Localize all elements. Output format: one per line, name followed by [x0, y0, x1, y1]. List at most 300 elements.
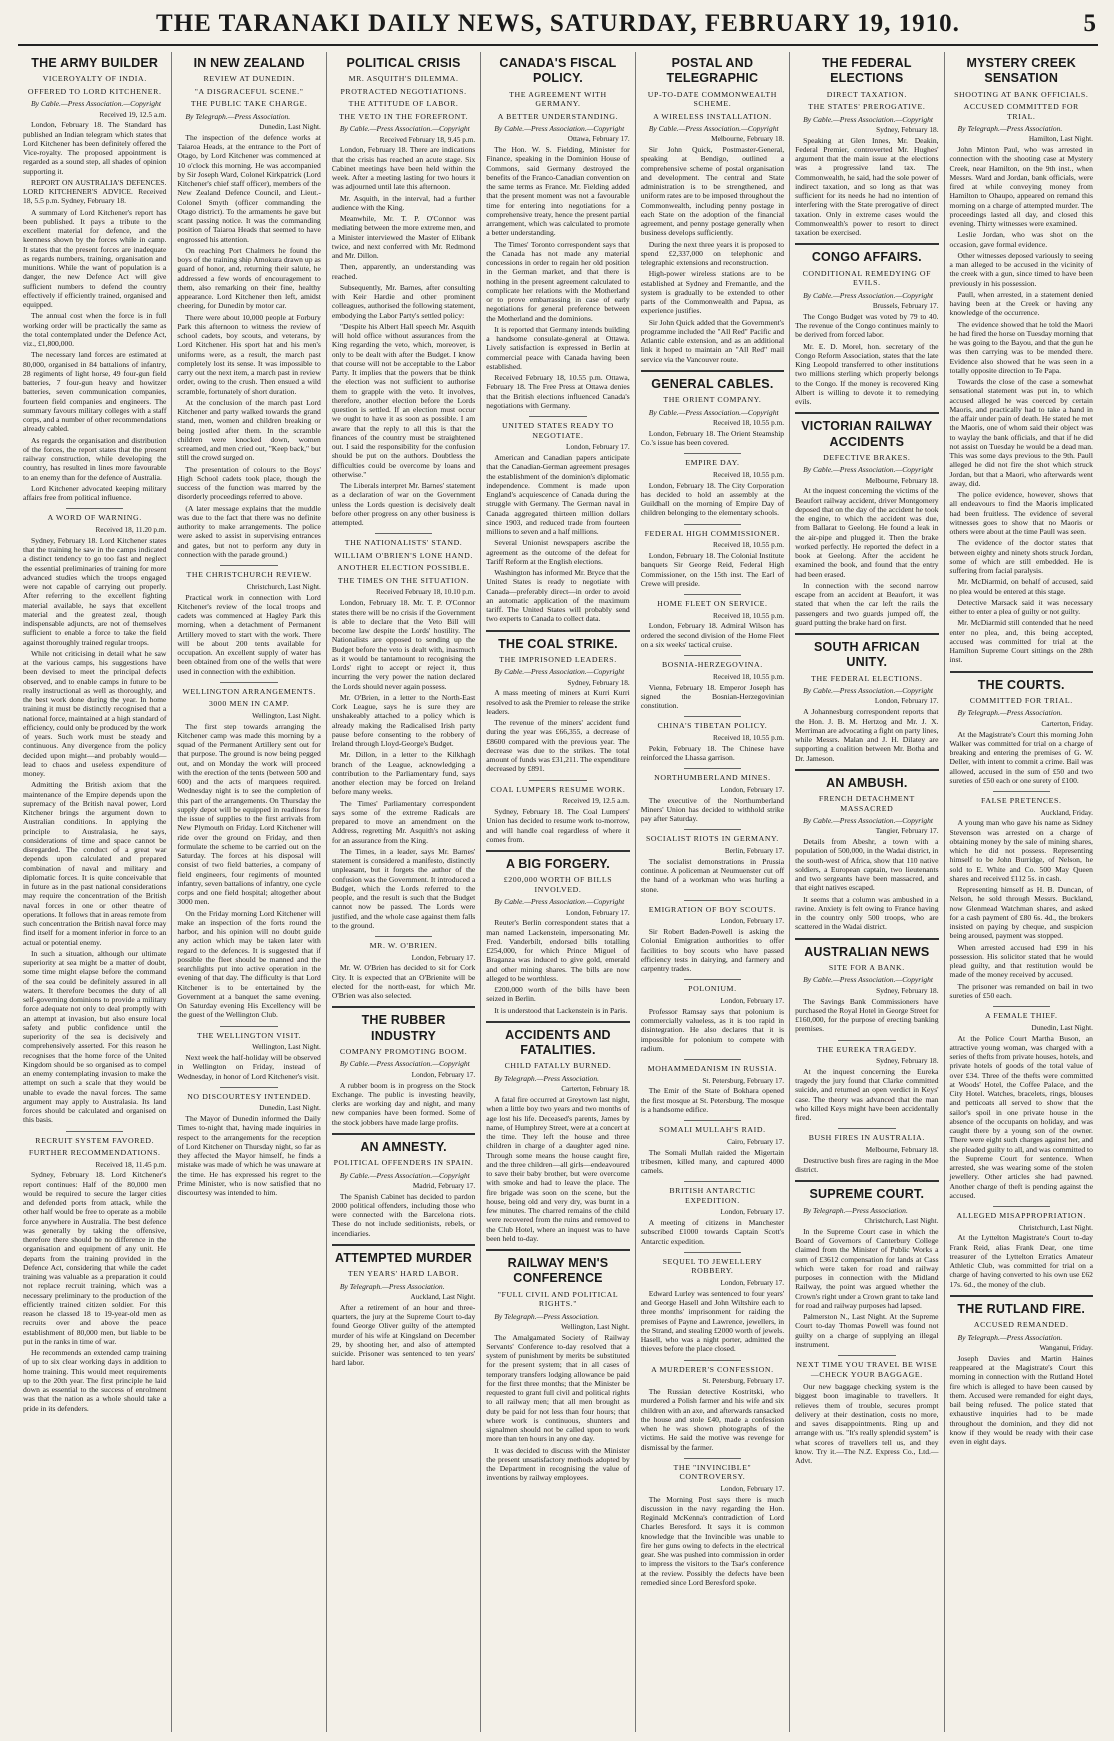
- paragraph: Meanwhile, Mr. T. P. O'Connor was mediating between the more extreme men, and a Minister interviewed the Master of Elibank twice, and next conferred with Mr. Redmond and Mr. Dillon.: [331, 214, 476, 261]
- divider: [993, 791, 1050, 792]
- paragraph: The Emir of the State of Bokhara opened the first mosque at St. Petersburg. The mosque is a handsome edifice.: [640, 1086, 785, 1114]
- article: [795, 640, 938, 763]
- paragraph: Details from Abeshr, a town with a population of 500,000, in the Wadai district, in the south-west of Africa, show that 110 native soldiers, a European captain, two lieutenants and two sergeants have been massacred, and that eight natives escaped.: [795, 837, 939, 893]
- byline: By Cable.—Press Association.—Copyright: [803, 816, 934, 826]
- subheadline: NEXT TIME YOU TRAVEL BE WISE—CHECK YOUR BAGGAGE.: [796, 1360, 938, 1379]
- subheadline: MOHAMMEDANISM IN RUSSIA.: [647, 1064, 778, 1074]
- paragraph: Other witnesses deposed variously to seeing a man alleged to be accused in the vicinity of the creek with a gun, since timed to have been previously in his possession.: [949, 250, 1093, 288]
- article: [332, 1013, 475, 1126]
- subheadline: THE EUREKA TRAGEDY.: [816, 1044, 917, 1054]
- headline: RAILWAY MEN'S CONFERENCE: [507, 1256, 609, 1286]
- headline: AN AMNESTY.: [360, 1139, 447, 1154]
- paragraph: A meeting of citizens in Manchester subscribed £1000 towards Captain Scott's Antarctic expedition.: [640, 1218, 785, 1246]
- subheadline: A WORD OF WARNING.: [47, 513, 142, 523]
- dateline: Christchurch, Last Night.: [246, 581, 321, 591]
- subheadline: BUSH FIRES IN AUSTRALIA.: [808, 1133, 925, 1143]
- dateline: Wellington, Last Night.: [252, 710, 321, 720]
- subheadline: COAL LUMPERS RESUME WORK.: [490, 784, 626, 794]
- headline: THE RUBBER INDUSTRY: [361, 1013, 446, 1043]
- subheadline: COMPANY PROMOTING BOOM.: [339, 1046, 468, 1056]
- paragraph: A young man who gave his name as Sidney Stevenson was arrested on a charge of obtaining money by the sale of mining shares, which he did not possess. Representing himself to be John Burridge, of Nelson, he sold to E. White and Co. 500 May Queen shares and received £112 5s. in cash.: [949, 818, 1093, 883]
- article: [950, 678, 1093, 785]
- paragraph: Mr. McDiarmid, on behalf of accused, said no plea would be entered at this stage.: [949, 577, 1093, 596]
- divider: [795, 1180, 938, 1182]
- paragraph: In the Supreme Court case in which the Board of Governors of Canterbury College claimed from the Minister of Public Works a sum of £3612 compensation for lands at Cass which were taken for road and railway purposes in connection with the Midland Railway, the point was argued whether the Crown's right under a Crown grant to take land for road and railway purposes had lapsed.: [795, 1226, 939, 1310]
- paragraph: The Mayor of Dunedin informed the Daily Times to-night that, having made inquiries in respect to the arrangements for the reception of Lord Kitchener on Thursday night, so far as they affected the Mayor himself, he finds a mistake was made of which he was unaware at the time. He has expressed his regret to the Prime Minister, who is now satisfied that no discourtesy was intended to him.: [177, 1114, 321, 1198]
- subheadline: 3000 MEN IN CAMP.: [208, 699, 290, 709]
- dateline: London, February 17.: [720, 1483, 785, 1493]
- newspaper-title: THE TARANAKI DAILY NEWS, SATURDAY, FEBRUARY 19, 1910.: [156, 10, 960, 37]
- article: [641, 458, 784, 517]
- article: [177, 56, 320, 559]
- divider: [838, 1355, 895, 1356]
- paragraph: Sir John Quick added that the Government's programme included the "All Red" Pacific and Atlantic cable extension, and as an additional link it hoped to maintain an "All Red" mail service via the Vancouver route.: [640, 317, 785, 364]
- subheadline: FEDERAL HIGH COMMISSIONER.: [644, 528, 781, 538]
- subheadline: WILLIAM O'BRIEN'S LONE HAND.: [334, 550, 473, 560]
- divider: [795, 769, 938, 771]
- dateline: Melbourne, February 18.: [711, 134, 785, 144]
- byline: By Cable.—Press Association.—Copyright: [339, 1059, 470, 1069]
- subheadline: TEN YEARS' HARD LABOR.: [347, 1269, 460, 1279]
- headline: AN AMBUSH.: [826, 775, 908, 790]
- article: [641, 984, 784, 1053]
- subheadline: £200,000 WORTH OF BILLS INVOLVED.: [503, 875, 613, 894]
- dateline: Received 19, 12.5 a.m.: [562, 796, 630, 806]
- paragraph: London, February 18. The Orient Steamship Co.'s issue has been covered.: [640, 428, 785, 448]
- dateline: Ottawa, February 17.: [567, 134, 630, 144]
- paragraph: Mr. Asquith, in the interval, had a further audience with the King.: [331, 193, 476, 212]
- divider: [993, 1006, 1050, 1007]
- paragraph: After a retirement of an hour and three-quarters, the jury at the Supreme Court to-day found George Oliver guilty of the attempted murder of his wife at Kingsland on December 29, by shooting her, and also of attempted suicide. Prisoner was sentenced to ten years' hard labor.: [331, 1302, 476, 1368]
- dateline: Cairo, February 17.: [726, 1136, 785, 1146]
- paragraph: High-power wireless stations are to be established at Sydney and Fremantle, and the system is gradually to be extended to other parts of the Commonwealth and Papua, as experience justifies.: [640, 269, 785, 316]
- article: [641, 1365, 784, 1452]
- divider: [529, 416, 586, 417]
- paragraph: It is understood that Lackenstein is in Paris.: [494, 1005, 628, 1015]
- subheadline: RECRUIT SYSTEM FAVORED.: [35, 1135, 155, 1145]
- divider: [795, 412, 938, 414]
- paragraph: A rubber boom is in progress on the Stock Exchange. The public is investing heavily, clerks are working day and night, and many new companies have been formed. Some of the stock jobbers have made large profits.: [331, 1080, 476, 1127]
- paragraph: Mr. E. D. Morel, hon. secretary of the Congo Reform Association, states that the late King Leopold transferred to other institutions two millions sterling which properly belongs to the Congo. If the money is recovered King Albert is willing to devote it to remedying evils.: [795, 341, 939, 407]
- paragraph: At the Lyttelton Magistrate's Court to-day Frank Reid, alias Frank Dear, one time treasurer of the Lyttelton Erratics Amateur Athletic Club, was committed for trial on a charge of having converted to his own use £62 17s. 6d., the money of the club.: [949, 1233, 1093, 1289]
- article: [641, 529, 784, 588]
- article: [23, 1136, 166, 1413]
- dateline: Christchurch, Last Night.: [1018, 1222, 1093, 1232]
- dateline: Auckland, Friday.: [1040, 807, 1093, 817]
- article: [641, 599, 784, 649]
- paragraph: It is reported that Germany intends building a handsome consulate-general at Ottawa. Lively satisfaction is expressed in Berlin at commercial peace with Canada having been established.: [486, 324, 630, 371]
- dateline: St. Petersburg, February 17.: [702, 1075, 785, 1085]
- paragraph: As regards the organisation and distribution of the forces, the report states that the present railway construction, while developing the country, has resulted in lines more favourable to an enemy than for the defence of Australia.: [23, 435, 167, 482]
- divider: [220, 1087, 277, 1088]
- paragraph: The annual cost when the force is in full working order will be practically the same as the total contemplated under the Defence Act, viz., £1,800,000.: [23, 311, 167, 349]
- dateline: Christchurch, Last Night.: [864, 1215, 939, 1225]
- paragraph: Sir Robert Baden-Powell is asking the Colonial Emigration authorities to offer facilities to boy scouts who have passed efficiency tests in dairying, and farmery and carpentry trades.: [640, 927, 785, 974]
- paragraph: American and Canadian papers anticipate that the Canadian-German agreement presages the establishment of the dominion's diplomatic independence. Comment is made upon England's acquiescence of Canada during the struggle with Germany. The German naval in Canada aggregated thirteen million dollars since 1903, and reduced trade from fourteen millions to seven and a half millions.: [486, 453, 630, 537]
- dateline: Melbourne, February 18.: [865, 1144, 939, 1154]
- divider: [684, 594, 741, 595]
- paragraph: Subsequently, Mr. Barnes, after consulting with Keir Hardie and other prominent colleagues, authorised the following statement, embodying the Labor Party's settled policy:: [331, 282, 476, 320]
- paragraph: Sydney, February 18. Lord Kitchener states that the training he saw in the camps indicated a distinct tendency to go too fast and neglect the essential preliminaries of training for more advanced studies which the troops engaged were not capable of carrying out properly. After referring to the excellent fighting material available, he says that excellent material and the greatest zeal, though indispensable adjuncts, are not of themselves sufficient to enable a force to take the field against thoroughly trained regular troops.: [23, 535, 167, 647]
- article: [332, 1251, 475, 1368]
- dateline: Received 18, 10.55 p.m.: [712, 540, 785, 550]
- article: [795, 776, 938, 932]
- dateline: Dunedin, Last Night.: [259, 122, 321, 131]
- article: [795, 1360, 938, 1465]
- newspaper-columns: [18, 52, 1098, 1732]
- article: [332, 941, 475, 1000]
- paragraph: The Hon. W. S. Fielding, Minister for Finance, speaking in the Dominion House of Commons, said Germany destroyed the benefits of the Franco-Canadian convention on the same terms as France. Mr. Fielding added that the present moment was not a favourable time for entering into negotiations for a comprehensive treaty, hence the present partial arrangement, which was calculated to promote a better understanding.: [486, 145, 630, 238]
- paragraph: Admitting the British axiom that the maintenance of the Empire depends upon the supremacy of the British naval power, Lord Kitchener brings the argument down to Australian conditions. In applying the principle to Australasia, he says, considerations of time and space cannot be disregarded. The conduct of a great war depends upon calculated and prepared combination of naval and military and diplomatic forces. It is quite conceivable that in future as in the past national considerations may require the concentration of the British naval forces in one or other theatre of operations. It follows that in areas remote from such concentration the British naval force may find itself for a moment inferior in force to an actual or potential enemy.: [23, 780, 167, 947]
- subheadline: MR. ASQUITH'S DILEMMA.: [348, 74, 459, 84]
- paragraph: The Congo Budget was voted by 79 to 40. The revenue of the Congo continues mainly to be derived from forced labor.: [795, 311, 939, 340]
- article: [641, 834, 784, 893]
- divider: [641, 370, 784, 372]
- paragraph: The presentation of colours to the Boys' High School cadets took place, though the success of the function was marred by the disorderly proceedings referred to above.: [177, 464, 321, 502]
- column-7: [945, 52, 1098, 1732]
- subheadline: BRITISH ANTARCTIC EXPEDITION.: [669, 1186, 756, 1205]
- byline: By Telegraph.—Press Association.: [957, 124, 1063, 133]
- paragraph: The necessary land forces are estimated at 80,000, organised in 84 battalions of infantry, 28 regiments of light horse, 49 four-gun field batteries, 7 four-gun heavy and howitzer batteries, seven communication companies, fourteen field companies and engineers. The summary favours military colleges with a staff corps, and a number of other recommendations already cabled.: [23, 350, 167, 434]
- byline: By Telegraph.—Press Association.: [494, 1073, 600, 1083]
- divider: [332, 1133, 475, 1135]
- article: [177, 687, 320, 1020]
- article: [795, 250, 938, 406]
- paragraph: On reaching Port Chalmers he found the boys of the training ship Amokura drawn up as guard of honor, and, returning their salute, he addressed a few words of encouragement to them, also remarking on their fine, healthy appearance. Lord Kitchener then left, amidst cheering, for Dunedin by motor car.: [177, 245, 321, 311]
- divider: [795, 633, 938, 635]
- subheadline: VICEROYALTY OF INDIA.: [42, 74, 147, 84]
- paragraph: Our new baggage checking system is the biggest boon imaginable to travellers. It relieves them of trouble, secures prompt delivery at their destination, costs no more, and saves disappointments. Ring up and arrange with us. "It's really splendid system" is what scores of travellers tell us, and they know. Try it.—The N.Z. Express Co., Ltd.—Advt.: [795, 1382, 939, 1466]
- dateline: Received February 18, 9.45 p.m.: [379, 134, 476, 144]
- headline: THE COURTS.: [977, 677, 1065, 692]
- byline: By Cable.—Press Association.—Copyright: [494, 667, 625, 677]
- byline: By Cable.—Press Association.—Copyright: [803, 686, 934, 696]
- article: [177, 570, 320, 676]
- dateline: Melbourne, February 18.: [865, 475, 939, 485]
- paragraph: London, February 18. The Standard has published an Indian telegram which states that Lord Kitchener has been definitely offered the Vice-royalty. The proposed appointment is regarded as a sound step, all shades of opinion supporting it.: [23, 120, 167, 176]
- column-3: [327, 52, 481, 1732]
- paragraph: Sydney, February 18. The Coal Lumpers' Union has decided to resume work to-morrow, and will handle coal regardless of where it comes from.: [486, 807, 630, 844]
- dateline: London, February 17.: [566, 442, 630, 452]
- paragraph: Representing himself as H. B. Duncan, of Nelson, he sold through Messrs. Buckland, now Glenmead Watchman shares, and asked for a cash payment of £80 6s. 4d., the brokers insisted on paying by cheque, and suspicion being aroused, payment was stopped.: [949, 885, 1093, 941]
- subheadline: "A DISGRACEFUL SCENE.": [194, 86, 304, 96]
- headline: CONGO AFFAIRS.: [811, 250, 922, 265]
- paragraph: Mr. Dillon, in a letter to the Kilkhagh branch of the League, acknowledging a contribution to the Parliamentary fund, says another election may be forced on Ireland before many weeks.: [331, 750, 476, 797]
- article: [950, 1302, 1093, 1446]
- subheadline: FURTHER RECOMMENDATIONS.: [28, 1148, 161, 1158]
- subheadline: EMPIRE DAY.: [685, 458, 740, 468]
- paragraph: Palmerston N., Last Night. At the Supreme Court to-day Thomas Powell was found not guilty on a charge of supplying an illegal instrument.: [795, 1312, 939, 1349]
- subheadline: POLITICAL OFFENDERS IN SPAIN.: [333, 1158, 474, 1168]
- paragraph: Sir John Quick, Postmaster-General, speaking at Bendigo, outlined a comprehensive scheme of postal organisation and development. The central and State administration is to be strengthened, and uniform rates are to be imposed throughout the Commonwealth, including penny postage in each State on the adoption of the financial agreement, and penny postage generally when business develops sufficiently.: [640, 145, 785, 238]
- column-5: [636, 52, 790, 1732]
- subheadline: MR. W. O'BRIEN.: [369, 941, 438, 951]
- paragraph: London, February 18. Mr. T. P. O'Connor states there will be no crisis if the Government is able to declare that the Veto Bill will become law despite the Lords' hostility. The Nationalists are opposed to sending up the Budget before the veto is dealt with, inasmuch as it would be tantamount to recognising the Lords' right to accept or reject it, thus incurring the very power the nation declared the Lords should never again possess.: [331, 598, 476, 691]
- divider: [993, 1206, 1050, 1207]
- paragraph: (A later message explains that the muddle was due to the fact that there was no definite authority to make arrangements. The police were asked to assist in supervising entrances and gates, but not to perform any duty in connection with the parade ground.): [177, 503, 321, 559]
- subheadline: NO DISCOURTESY INTENDED.: [187, 1091, 312, 1101]
- paragraph: In such a situation, although our ultimate superiority at sea might be a matter of doubt, some time might elapse before the command of the sea could be definitely assured in all waters. It therefore becomes the duty of all self-governing dominions to provide a military force adequate not only to deal promptly with an attempt at invasion, but also ensure local safety and public confidence until the superiority of the sea is decisively and comprehensively asserted. For this reason he recognises that the home force of the United Kingdom should be so organised as to compel an enemy contemplating invasion to make the attempt on such a scale that they would be unable to evade the naval forces. The same argument may apply to Australasia. Its land forces should be calculated and organised on this basis.: [23, 948, 167, 1125]
- paragraph: While not criticising in detail what he saw at the various camps, his suggestions have been devised to meet the principal defects observed, and to enable camps in future to be really instructional as well as thoroughly, and the best work done during the year. In home training it must be distinctly recognised that a national force, maintained at a high standard of efficiency, could only be produced by the work of years. Such work must be steady and continuous. Any divergence from the policy decided upon might—and probably would—lead to chaos and useless expenditure of money.: [23, 648, 167, 779]
- byline: By Cable.—Press Association.—Copyright: [803, 290, 934, 300]
- divider: [332, 1244, 475, 1246]
- dateline: Carterton, Friday.: [1041, 718, 1093, 728]
- subheadline: THE "INVINCIBLE" CONTROVERSY.: [673, 1462, 752, 1482]
- subheadline: UP-TO-DATE COMMONWEALTH SCHEME.: [647, 89, 778, 108]
- article: [641, 1064, 784, 1114]
- headline: MYSTERY CREEK SENSATION: [966, 56, 1077, 86]
- paragraph: Towards the close of the case a somewhat sensational statement was put in, to which accused alleged he was coerced by certain Maoris, and practically had to take a hand in the affair under pain of death. He stated he met the Maoris, one of whom said their object was to waylay the bank officials, and that if he did not assist on Tuesday he would be a dead man. This was some days previous to the 9th. Paull alleged he did not fire the shot which struck Jordan, but that a Maori, who afterwards went away, did.: [949, 377, 1093, 488]
- divider: [684, 1059, 741, 1060]
- paragraph: The Liberals interpret Mr. Barnes' statement as a declaration of war on the Government unless the Lords question is decisively dealt before other progress on any other business is attempted.: [331, 481, 476, 528]
- subheadline: CHINA'S TIBETAN POLICY.: [657, 721, 768, 731]
- paragraph: It seems that a column was ambushed in a ravine. Anxiety is felt owing to France having in the country only 500 troops, who are scattered in the Wadai district.: [795, 894, 939, 932]
- article: [950, 796, 1093, 1000]
- page-number: 5: [1083, 10, 1096, 37]
- article: [486, 421, 629, 623]
- paragraph: The Times' Parliamentary correspondent says some of the extreme Radicals are prepared to move an amendment on the Address, regretting Mr. Asquith's not asking for an assurance from the King.: [331, 798, 476, 845]
- article: [795, 1045, 938, 1123]
- paragraph: At the Police Court Martha Buson, an attractive young woman, was charged with a series of thefts from private houses, hotels, and private hotels of goods of the total value of over £34. Three of the thefts were committed at Woods' Hotel, the Coffee Palace, and the City Hotel. Watches, bracelets, rings, blouses and petticoats all served to show that the sailor's spoil in one private house in the absence of the occupants on holiday, and was caught there by a young son of the owner. There were eight such charges against her, and she pleaded guilty to all, and was committed to the Supreme Court for sentence. When arrested, she was wearing some of the stolen jewellery. Other articles she had pawned. Another charge of theft is pending against the accused.: [949, 1033, 1093, 1200]
- subheadline: SOMALI MULLAH'S RAID.: [659, 1125, 766, 1135]
- paragraph: The police evidence, however, shows that all endeavours to find the Maoris implicated had been fruitless. The evidence of several witnesses goes to show that no Maoris or others were about at the time Paull was seen.: [949, 490, 1093, 537]
- dateline: Received 18, 10.55 p.m.: [712, 732, 785, 742]
- paragraph: He recommends an extended camp training of up to six clear working days in addition to home training. This would meet requirements up to the 20th year. The first principle he laid down as essential to the success of enrolment was that the nation as a whole should take a pride in its defenders.: [23, 1348, 167, 1413]
- dateline: Received 18, 11.45 p.m.: [95, 1159, 167, 1169]
- dateline: Wanganui, Friday.: [1039, 1342, 1093, 1352]
- article: [641, 1463, 784, 1587]
- divider: [332, 1006, 475, 1008]
- paragraph: "Despite his Albert Hall speech Mr. Asquith will hold office without assurances from the King regarding the veto, which, moreover, is only to be dealt with after the Budget. I know that course will not be acceptable to the Labor Party. It implies that the powers that be think the election was not sufficient to authorise them to grapple with the veto. It involves, therefore, another election before the Lords question is settled. If an election must occur we ought to have it as soon as possible. I am aware that the reply to all this is that the finances of the country must be straightened out. I said the responsibility for the confusion should be put on the authors. Doubtless the difficulties could be overcome by loans and otherwise.": [331, 321, 476, 479]
- divider: [684, 900, 741, 901]
- paragraph: London, February 18. Admiral Wilson has ordered the second division of the Home Fleet on a six weeks' tactical cruise.: [640, 621, 785, 649]
- paragraph: The revenue of the miners' accident fund during the year was £66,355, a decrease of £8600 compared with the previous year. The decrease was due to the strikes. The total amount of funds was £31,211. The expenditure decreased by £891.: [486, 718, 630, 774]
- subheadline: THE VETO IN THE FOREFRONT.: [338, 111, 469, 121]
- divider: [684, 1181, 741, 1182]
- divider: [220, 1026, 277, 1027]
- dateline: London, February 17.: [411, 952, 476, 962]
- divider: [684, 453, 741, 454]
- dateline: St. Petersburg, February 17.: [702, 1376, 785, 1386]
- article: [795, 56, 938, 237]
- paragraph: There were about 10,000 people at Forbury Park this afternoon to witness the review of school cadets, boy scouts, and veterans, by Lord Kitchener. His sport hat and his men's uniforms were, as a result, the march past completely lost its sense. It was impossible to carry out the next item, a march past in review order, owing to the crush. Then ensued a wild scramble, fortunately of short duration.: [177, 312, 321, 396]
- dateline: Auckland, Last Night.: [410, 1291, 476, 1301]
- paragraph: In connection with the second narrow escape from an accident at Beaufort, it was stated that when the car left the rails the passengers and two guards jumped off, the guard putting the brake hard on first.: [795, 580, 939, 627]
- subheadline: SOCIALIST RIOTS IN GERMANY.: [645, 834, 779, 844]
- headline: AUSTRALIAN NEWS: [804, 944, 930, 959]
- paragraph: London, February 18. The City Corporation has decided to hold an assembly at the Guildhall on the morning of Empire Day of children belonging to the elementary schools.: [640, 480, 785, 518]
- byline: By Cable.—Press Association.—Copyright: [31, 99, 161, 109]
- article: [486, 1256, 629, 1483]
- paragraph: The Times, in a leader, says Mr. Barnes' statement is considered a manifesto, distinctly unpleasant, but it forgets the author of the confusion was the Government. It introduced a Budget, which the Lords referred to the people, and the result is such that the Budget cannot now be passed. The Lords were justified, and the whole case against them falls to the ground.: [331, 846, 476, 930]
- article: [23, 56, 166, 502]
- subheadline: CHILD FATALLY BURNED.: [504, 1061, 612, 1071]
- paragraph: When arrested accused had £99 in his possession. His solicitor stated that he would plead guilty, and that restitution would be made of the money received by accused.: [949, 942, 1093, 980]
- article: [641, 1257, 784, 1354]
- subheadline: COMMITTED FOR TRIAL.: [969, 695, 1073, 705]
- article: [795, 1187, 938, 1349]
- subheadline: WELLINGTON ARRANGEMENTS.: [182, 686, 316, 696]
- paragraph: Pekin, February 18. The Chinese have reinforced the Lhassa garrison.: [640, 743, 785, 762]
- dateline: London, February 17.: [720, 916, 785, 926]
- divider: [838, 1128, 895, 1129]
- dateline: Received 18, 10.55 p.m.: [712, 610, 785, 620]
- subheadline: SEQUEL TO JEWELLERY ROBBERY.: [662, 1256, 763, 1276]
- article: [795, 1133, 938, 1174]
- paragraph: Edward Lurley was sentenced to four years' and George Hasell and John Wiltshire each to three months' imprisonment for raiding the premises of Payne and Lawrence, jewellers, in the Strand, and stealing £2000 worth of jewels. Hasell, who was a night porter, admitted the thieves before the place closed.: [640, 1288, 785, 1354]
- headline: VICTORIAN RAILWAY ACCIDENTS: [801, 419, 933, 449]
- paragraph: Destructive bush fires are raging in the Moe district.: [795, 1155, 939, 1175]
- divider: [486, 850, 629, 852]
- divider: [486, 1021, 629, 1023]
- paragraph: Received February 18, 10.55 p.m. Ottawa, February 18. The Free Press at Ottawa denies that the British elections influenced Canada's negotiations with Germany.: [486, 373, 630, 410]
- dateline: Dunedin, Last Night.: [259, 1103, 321, 1113]
- paragraph: REPORT ON AUSTRALIA'S DEFENCES. LORD KITCHENER'S ADVICE. Received 18, 5.5 p.m. Sydney, February 18.: [23, 177, 167, 206]
- paragraph: A summary of Lord Kitchener's report has been published. It pays a tribute to the excellent material for defence, and the keenness shown by the forces while in camp. It states that the present forces are inadequate as regards numbers, training, organisation and munitions. While the want of population is a danger, the new Defence Act will give sufficient numbers to defend the country effectively if efficiently trained, organised and equipped.: [23, 207, 167, 310]
- subheadline: THE CHRISTCHURCH REVIEW.: [186, 570, 312, 580]
- dateline: London, February 17.: [720, 1277, 785, 1287]
- dateline: Madrid, February 17.: [412, 1180, 476, 1190]
- paragraph: It was decided to discuss with the Minister the present unsatisfactory methods adopted by the Department in recognising the value of inventions by railway employees.: [486, 1445, 630, 1483]
- paragraph: £200,000 worth of the bills have been seized in Berlin.: [486, 985, 630, 1004]
- paragraph: At the inquest concerning the victims of the Beaufort railway accident, driver Montgomery deposed that on the day of the accident he took the engine, to which the accident was due, from Ballarat to Geelong. He found a leak in the air-pipe and plugged it. Then the brake worked perfectly. He reported the defect in a book at Geelong. After the accident he examined the book, and found that the entry had been erased.: [795, 486, 939, 579]
- paragraph: Speaking at Glen Innes, Mr. Deakin, Federal Premier, controverted Mr. Hughes' argument that the main issue at the elections was a progressive land tax. The Commonwealth, he said, had the sole power of indirect taxation, and so long as that was sufficient for its needs he had no intention of interfering with the State prerogative of direct taxation. Only in extreme cases would the Commonwealth's power to resort to direct taxation be exercised.: [795, 135, 939, 238]
- byline: By Cable.—Press Association.—Copyright: [339, 124, 470, 134]
- article: [486, 857, 629, 1015]
- divider: [838, 1040, 895, 1041]
- divider: [684, 524, 741, 525]
- subheadline: HOME FLEET ON SERVICE.: [657, 599, 768, 609]
- dateline: London, February 17.: [411, 1069, 476, 1079]
- byline: By Telegraph.—Press Association.: [185, 111, 291, 121]
- paragraph: Mr. O'Brien, in a letter to the North-East Cork League, says he is sure they are unshakeably attached to a policy which is already making the Radicalised Irish party pause before consenting to the robbery of Ireland through Lloyd-George's Budget.: [331, 692, 476, 749]
- subheadline: THE WELLINGTON VISIT.: [197, 1030, 302, 1040]
- divider: [950, 671, 1093, 673]
- paragraph: The first step towards arranging the Kitchener camp was made this morning by a squad of the Permanent Artillery sent out for that purpose. The ground is now being pegged out, and on Monday the work will proceed with the erection of the tents (between 500 and 600) and the acts of marquees required. Wednesday night is to see the completion of this part of the arrangements. On Thursday the supply depot will be equipped in readiness for the issue of supplies to the first arrivals from New Plymouth on Friday. Lord Kitchener will ride over the ground on Friday, and then formulate the scheme to be carried out on the Saturday. The forces at his disposal will consist of two field batteries, a company of field engineers, four regiments of mounted infantry, seven battalions of infantry, one cycle corps and one field hospital; altogether about 3000 men.: [177, 721, 321, 907]
- dateline: Received February 18, 10.10 p.m.: [375, 587, 476, 597]
- paragraph: John Minton Paul, who was arrested in connection with the shooting case at Mystery Creek, near Hamilton, on the 9th inst., when Messrs. Ward and Jordan, bank officials, were fired at while conveying money from Hamilton to Ohaupo, appeared on remand this morning on a charge of attempted murder. The proceedings lasted all day, and closed this evening. Thirty witnesses were examined.: [949, 145, 1093, 229]
- article: [950, 56, 1093, 665]
- subheadline: CONDITIONAL REMEDYING OF EVILS.: [802, 268, 932, 288]
- byline: By Telegraph.—Press Association.: [957, 708, 1063, 718]
- dateline: London, February 17.: [874, 696, 939, 706]
- dateline: Berlin, February 17.: [724, 845, 785, 855]
- paragraph: A fatal fire occurred at Greytown last night, when a little boy two years and two months of age lost his life. Deceased's parents, James by name, of Humphrey Street, were at a concert at the time. They left the house and three children in charge of a daughter aged nine. Through some means the house caught fire, and the three children—all girls—endeavoured to save their baby brother, but were overcome with smoke and had to leave the place. The fire brigade was soon on the scene, but the house, being old and very dry, was burnt in a few minutes. The charred remains of the child were recovered from the ruins and removed to the Club Hotel, where an inquest was to have been held to-day.: [486, 1095, 630, 1243]
- byline: By Cable.—Press Association.—Copyright: [648, 124, 779, 133]
- paragraph: The Spanish Cabinet has decided to pardon 2000 political offenders, including those who were connected with the Barcelona riots. These do not include seditionists, rebels, or incendiaries.: [331, 1191, 476, 1238]
- paragraph: Vienna, February 18. Emperor Joseph has signed the Bosnian-Herzegovinian constitution.: [640, 682, 785, 711]
- article: [641, 1125, 784, 1175]
- subheadline: A WIRELESS INSTALLATION.: [653, 111, 772, 121]
- subheadline: THE TIMES ON THE SITUATION.: [337, 575, 470, 585]
- paragraph: Washington has informed Mr. Bryce that the United States is ready to negotiate with Canada—preferably direct—in order to avoid an automatic application of the maximum tariff. The United States will probably send two experts to Canada to collect data.: [486, 568, 630, 624]
- paragraph: The prisoner was remanded on bail in two sureties of £50 each.: [949, 981, 1093, 1000]
- subheadline: ANOTHER ELECTION POSSIBLE.: [337, 563, 470, 573]
- divider: [375, 936, 432, 937]
- subheadline: ACCUSED REMANDED.: [973, 1320, 1069, 1330]
- subheadline: DIRECT TAXATION.: [826, 89, 907, 99]
- article: [332, 538, 475, 930]
- dateline: Wellington, Last Night.: [560, 1321, 630, 1331]
- dateline: Brussels, February 17.: [872, 300, 939, 310]
- subheadline: THE ORIENT COMPANY.: [663, 395, 762, 405]
- article: [641, 721, 784, 762]
- byline: By Cable.—Press Association.—Copyright: [494, 897, 625, 907]
- subheadline: PROTRACTED NEGOTIATIONS.: [340, 86, 467, 96]
- paragraph: A mass meeting of miners at Kurri Kurri resolved to ask the Premier to release the strike leaders.: [486, 688, 630, 716]
- paragraph: The Russian detective Kostritski, who murdered a Polish farmer and his wife and six children with an axe, and afterwards ransacked the house and stole £40, made a confession when he was shown photographs of the victims. He said the motive was revenge for dismissal by the farmer.: [640, 1387, 785, 1452]
- byline: By Telegraph.—Press Association.: [957, 1332, 1063, 1342]
- dateline: Wellington, Last Night.: [252, 1042, 321, 1052]
- article: [486, 785, 629, 844]
- byline: By Cable.—Press Association.—Copyright: [648, 407, 779, 417]
- dateline: Sydney, February 18.: [876, 124, 939, 134]
- paragraph: The Amalgamated Society of Railway Servants' Conference to-day resolved that a system of punishment by merits be substituted for the present system; that in all cases of temporary transfers lodging allowance be paid for the first three months; that the Minister be requested to grant full civil and political rights to all railway men; that all men brought as duty be paid for not less than four hours; that where work is continuous, shunters and signalmen should not be called upon to work more than ten hours in any one day.: [486, 1332, 630, 1444]
- subheadline: A FEMALE THIEF.: [984, 1011, 1058, 1021]
- article: [486, 1028, 629, 1243]
- article: [332, 56, 475, 527]
- dateline: Dunedin, Last Night.: [1031, 1022, 1093, 1032]
- dateline: Carterton, February 18.: [561, 1084, 630, 1094]
- subheadline: THE IMPRISONED LEADERS.: [499, 654, 617, 664]
- column-1: [18, 52, 172, 1732]
- subheadline: THE PUBLIC TAKE CHARGE.: [190, 99, 308, 109]
- divider: [486, 1249, 629, 1251]
- headline: GENERAL CABLES.: [651, 376, 774, 391]
- subheadline: THE NATIONALISTS' STAND.: [344, 538, 463, 548]
- dateline: Sydney, February 18.: [876, 985, 939, 995]
- headline: THE ARMY BUILDER: [31, 56, 159, 70]
- divider: [375, 533, 432, 534]
- subheadline: ALLEGED MISAPPROPRIATION.: [956, 1211, 1086, 1221]
- headline: SUPREME COURT.: [809, 1187, 925, 1202]
- subheadline: THE FEDERAL ELECTIONS.: [811, 673, 923, 683]
- dateline: Sydney, February 18.: [567, 677, 630, 687]
- subheadline: A BETTER UNDERSTANDING.: [497, 111, 619, 121]
- headline: SOUTH AFRICAN UNITY.: [814, 640, 920, 670]
- paragraph: A Johannesburg correspondent reports that the Hon. J. B. M. Hertzog and Mr. J. X. Merriman are advocating a fight on party lines, while Messrs. Malan and J. H. Dilatey are supporting a coalition between Mr. Botha and Dr. Jameson.: [795, 707, 939, 763]
- subheadline: THE STATES' PREROGATIVE.: [808, 102, 926, 111]
- divider: [684, 655, 741, 656]
- subheadline: OFFERED TO LORD KITCHENER.: [27, 86, 162, 96]
- article: [332, 1140, 475, 1238]
- dateline: Hamilton, Last Night.: [1028, 134, 1093, 144]
- article: [641, 377, 784, 447]
- article: [795, 945, 938, 1034]
- byline: By Cable.—Press Association.—Copyright: [339, 1170, 470, 1180]
- byline: By Telegraph.—Press Association.: [339, 1281, 445, 1291]
- dateline: London, February 17.: [720, 1207, 785, 1217]
- paragraph: On the Friday morning Lord Kitchener will make an inspection of the forts round the harbor, and his opinion will no doubt guide any action which may be taken later with regard to the defences. It is suggested that if possible the fleet should be manned and the searchlights put into active operation in the evening of that day. The difficulty is that Lord Kitchener is to be entertained by the Government at a banquet the same evening. On Saturday evening His Excellency will be the guest of the Wellington Club.: [177, 908, 321, 1020]
- subheadline: BOSNIA-HERZEGOVINA.: [661, 660, 763, 670]
- column-6: [790, 52, 944, 1732]
- paragraph: Paull, when arrested, in a statement denied having been at the Creek or having any knowledge of the occurrence.: [949, 289, 1093, 318]
- headline: A BIG FORGERY.: [505, 857, 610, 872]
- dateline: Received 18, 10.55 p.m.: [712, 417, 785, 427]
- divider: [684, 979, 741, 980]
- paragraph: The evidence showed that he told the Maori he had fired the horse on Tuesday morning that he was going to the Bayou, and that the gun he was then carrying was to be mended there. Evidence also showed that he was seen in a totally opposite direction to Te Papa.: [949, 319, 1093, 375]
- paragraph: Sydney, February 18. Lord Kitchener's report continues: Half of the 80,000 men would be required to secure the larger cities and defended ports from attack, while the other half would be free to operate as a mobile force anywhere in Australia. The best defence was generally by taking the offensive, therefore there should be no difference in the organisation and equipment of any unit. He departs from the training provided in the Defence Act, considering that while the cadet training was valuable as a preparation it could not replace recruit training, which was a necessary preliminary to the production of the efficiently trained citizen soldier. For this reason he classed 18 to 19-year-old men as recruits over and above the peace establishment of 80,000 men, but liable to be put in the ranks in time of war.: [23, 1170, 167, 1346]
- byline: By Telegraph.—Press Association.: [494, 1311, 600, 1321]
- headline: POLITICAL CRISIS: [346, 56, 461, 70]
- paragraph: The Somali Mullah raided the Migertain tribesmen, killed many, and captured 4000 camels.: [640, 1147, 785, 1176]
- divider: [684, 1120, 741, 1121]
- dateline: Received 18, 11.20 p.m.: [95, 524, 167, 534]
- divider: [220, 682, 277, 683]
- subheadline: "FULL CIVIL AND POLITICAL RIGHTS.": [497, 1289, 619, 1309]
- subheadline: FALSE PRETENCES.: [980, 796, 1062, 806]
- divider: [684, 1458, 741, 1459]
